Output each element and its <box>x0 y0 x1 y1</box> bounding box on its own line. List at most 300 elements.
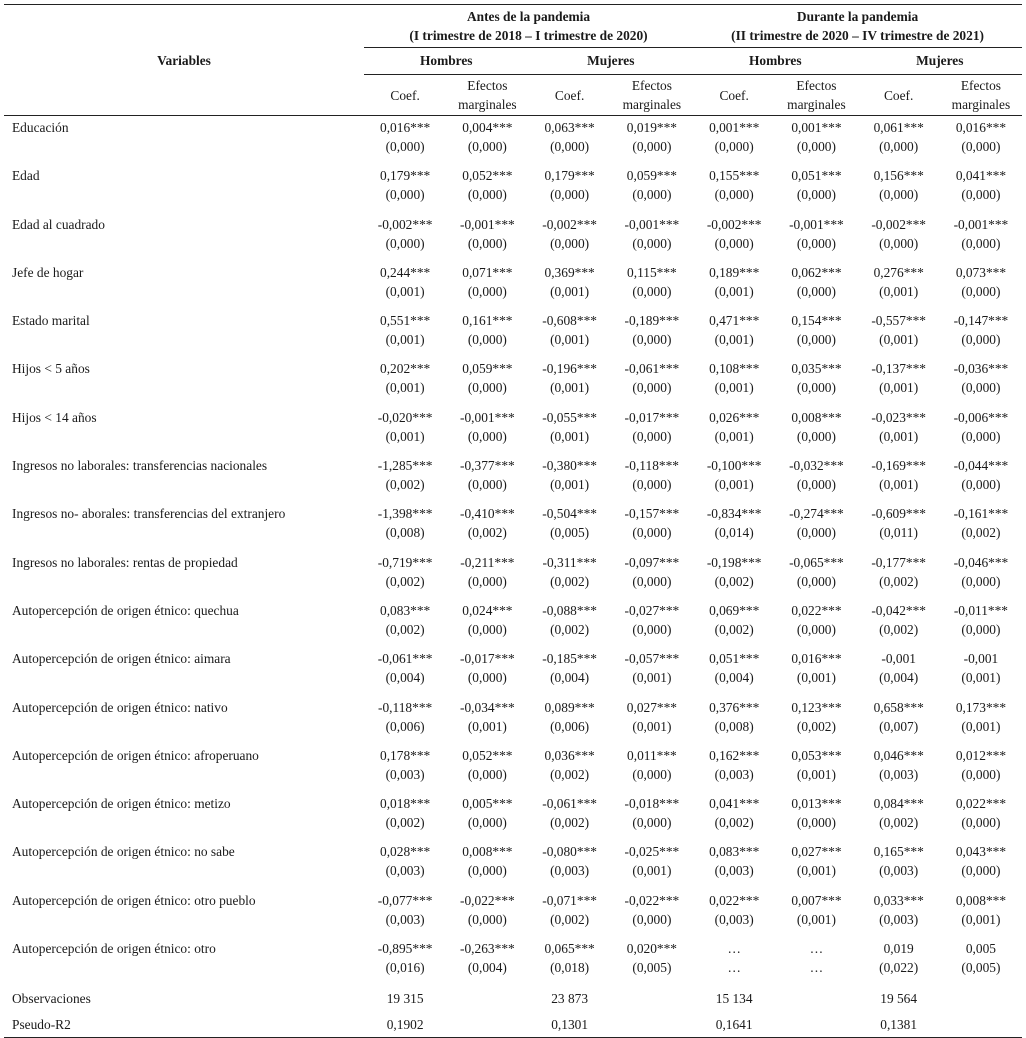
estimate-value: -0,263*** <box>460 941 515 957</box>
standard-error-value: (0,001) <box>385 332 425 348</box>
estimate-cell <box>858 647 940 695</box>
estimate-cell <box>611 792 693 840</box>
estimate-cell <box>940 164 1022 212</box>
estimate-cell <box>364 551 446 599</box>
estimate-value: -0,001*** <box>953 216 1009 232</box>
standard-error-value: (0,001) <box>632 863 672 879</box>
estimate-cell <box>364 889 446 937</box>
estimate-value: -0,011*** <box>953 602 1009 618</box>
standard-error-value: (0,001) <box>550 332 590 348</box>
estimate-cell <box>529 792 611 840</box>
estimate-value: -0,002*** <box>706 216 762 232</box>
standard-error-value: (0,002) <box>714 573 754 589</box>
estimate-value: 0,011*** <box>627 747 677 763</box>
estimate-cell <box>611 357 693 405</box>
estimate-value: 0,178*** <box>380 747 431 763</box>
standard-error-value: (0,005) <box>961 960 1001 976</box>
standard-error-value: (0,000) <box>796 428 836 444</box>
period-during-title: Durante la pandemia <box>796 9 919 24</box>
table-row <box>4 744 1022 792</box>
estimate-cell <box>364 744 446 792</box>
estimate-cell <box>858 792 940 840</box>
standard-error-value: (0,000) <box>961 380 1001 396</box>
estimate-cell <box>364 309 446 357</box>
estimate-value: 0,083*** <box>380 602 431 618</box>
stats-blank-cell <box>446 985 528 1011</box>
during-men-header: Hombres <box>693 48 858 75</box>
estimate-value: 0,028*** <box>380 844 431 860</box>
estimate-value: 0,071*** <box>462 264 513 280</box>
standard-error-value: (0,003) <box>714 766 754 782</box>
table-body <box>4 116 1022 1038</box>
standard-error-value: (0,018) <box>550 960 590 976</box>
standard-error-value: (0,002) <box>879 621 919 637</box>
standard-error-value: (0,002) <box>879 815 919 831</box>
estimate-value: -0,311*** <box>542 554 597 570</box>
estimate-value: -0,023*** <box>871 409 927 425</box>
estimate-value: 0,053*** <box>791 747 842 763</box>
estimate-value: -0,504*** <box>542 506 597 522</box>
estimate-cell <box>446 406 528 454</box>
standard-error-value: (0,000) <box>467 621 507 637</box>
standard-error-value: (0,001) <box>714 380 754 396</box>
estimate-cell <box>611 889 693 937</box>
estimate-cell <box>446 551 528 599</box>
estimate-value: -0,002*** <box>377 216 433 232</box>
estimate-cell <box>858 889 940 937</box>
regression-results-table <box>4 4 1022 1038</box>
before-women-header: Mujeres <box>529 48 694 75</box>
table-row <box>4 213 1022 261</box>
estimate-value: 0,019*** <box>626 120 677 135</box>
stats-row <box>4 1011 1022 1038</box>
marginal-effects-label-line1: Efectos <box>631 78 672 93</box>
standard-error-value: (0,000) <box>632 332 672 348</box>
estimate-cell <box>858 309 940 357</box>
estimate-cell <box>611 647 693 695</box>
standard-error-value: (0,000) <box>632 815 672 831</box>
estimate-cell <box>364 840 446 888</box>
estimate-value: 0,108*** <box>709 361 760 377</box>
estimate-cell <box>364 792 446 840</box>
standard-error-value: (0,000) <box>467 283 507 299</box>
standard-error-value: (0,001) <box>550 283 590 299</box>
estimate-value: 0,051*** <box>791 168 842 184</box>
estimate-value: -0,118*** <box>624 458 679 474</box>
estimate-value: -0,061*** <box>542 796 597 812</box>
estimate-value: 0,376*** <box>709 699 760 715</box>
standard-error-value: (0,000) <box>961 283 1001 299</box>
estimate-value: 0,089*** <box>544 699 595 715</box>
estimate-cell <box>693 502 775 550</box>
estimate-cell <box>940 840 1022 888</box>
estimate-cell <box>529 309 611 357</box>
estimate-cell <box>775 792 857 840</box>
estimate-value: 0,001*** <box>791 120 842 135</box>
estimate-cell <box>940 454 1022 502</box>
standard-error-value: (0,002) <box>961 525 1001 541</box>
estimate-cell <box>693 840 775 888</box>
estimate-value: 0,036*** <box>544 747 595 763</box>
estimate-value: -0,022*** <box>460 892 515 908</box>
standard-error-value: (0,000) <box>632 573 672 589</box>
estimate-value: -0,380*** <box>542 458 597 474</box>
estimate-value: 0,043*** <box>955 844 1007 860</box>
estimate-cell <box>858 116 940 165</box>
standard-error-value: (0,000) <box>879 139 919 154</box>
estimate-cell <box>940 261 1022 309</box>
standard-error-value: (0,003) <box>714 911 754 927</box>
standard-error-value: (0,003) <box>385 863 425 879</box>
variable-label: Edad al cuadrado <box>12 216 105 232</box>
estimate-cell <box>611 116 693 165</box>
estimate-value: -0,006*** <box>953 409 1009 425</box>
estimate-value: 0,551*** <box>380 313 431 329</box>
estimate-value: 0,173*** <box>955 699 1007 715</box>
standard-error-value: (0,005) <box>632 960 672 976</box>
table-row <box>4 647 1022 695</box>
estimate-value: -0,001 <box>963 651 999 667</box>
standard-error-value: (0,014) <box>714 525 754 541</box>
standard-error-value: (0,000) <box>467 332 507 348</box>
estimate-cell <box>940 792 1022 840</box>
estimate-cell <box>611 551 693 599</box>
estimate-cell <box>529 502 611 550</box>
estimate-value: -0,020*** <box>377 409 433 425</box>
estimate-cell <box>611 696 693 744</box>
variable-label: Autopercepción de origen étnico: metizo <box>12 796 231 812</box>
standard-error-value: (0,001) <box>385 380 425 396</box>
estimate-value: 0,033*** <box>873 892 924 908</box>
standard-error-value: (0,000) <box>796 139 836 154</box>
estimate-cell <box>858 406 940 454</box>
variable-label: Autopercepción de origen étnico: otro pueblo <box>12 892 256 908</box>
standard-error-value: (0,000) <box>550 187 590 203</box>
estimate-value: -0,609*** <box>871 506 927 522</box>
estimate-value: 0,013*** <box>791 796 842 812</box>
standard-error-value: (0,001) <box>550 380 590 396</box>
estimate-cell <box>446 116 528 165</box>
estimate-cell <box>775 357 857 405</box>
standard-error-value: (0,004) <box>467 960 507 976</box>
estimate-value: -0,185*** <box>542 651 597 667</box>
estimate-cell <box>364 406 446 454</box>
estimate-value: -0,001*** <box>789 216 844 232</box>
during-women-header: Mujeres <box>858 48 1023 75</box>
standard-error-value: (0,000) <box>467 911 507 927</box>
estimate-cell <box>364 116 446 165</box>
estimate-cell <box>858 164 940 212</box>
standard-error-value: (0,000) <box>796 380 836 396</box>
estimate-cell <box>858 213 940 261</box>
standard-error-value: (0,000) <box>961 235 1001 251</box>
estimate-cell <box>529 889 611 937</box>
standard-error-value: (0,001) <box>879 477 919 493</box>
estimate-value: 0,022*** <box>791 602 842 618</box>
estimate-cell <box>611 261 693 309</box>
standard-error-value: (0,008) <box>714 718 754 734</box>
estimate-cell <box>858 261 940 309</box>
estimate-cell <box>693 213 775 261</box>
estimate-value: -0,046*** <box>953 554 1009 570</box>
standard-error-value: (0,000) <box>961 766 1001 782</box>
variable-label: Autopercepción de origen étnico: no sabe <box>12 844 235 860</box>
standard-error-value: (0,003) <box>879 766 919 782</box>
standard-error-value: (0,003) <box>550 863 590 879</box>
estimate-cell <box>446 502 528 550</box>
estimate-value: 0,041*** <box>709 796 760 812</box>
estimate-value: 0,020*** <box>626 941 677 957</box>
estimate-value: 0,008*** <box>462 844 513 860</box>
estimate-cell <box>364 261 446 309</box>
standard-error-value: (0,000) <box>632 380 672 396</box>
table-row <box>4 502 1022 550</box>
standard-error-value: (0,000) <box>632 283 672 299</box>
estimate-cell <box>940 213 1022 261</box>
coef-column-header: Coef. <box>693 75 775 116</box>
estimate-value: -0,017*** <box>624 409 680 425</box>
estimate-cell <box>364 647 446 695</box>
marginal-effects-label-line2: marginales <box>787 97 846 112</box>
estimate-cell <box>858 840 940 888</box>
estimate-cell <box>364 937 446 985</box>
estimate-cell <box>858 502 940 550</box>
variable-label: Hijos < 14 años <box>12 409 97 425</box>
estimate-cell <box>693 889 775 937</box>
estimate-cell <box>940 937 1022 985</box>
period-before-title: Antes de la pandemia <box>466 9 591 24</box>
standard-error-value: (0,001) <box>714 477 754 493</box>
standard-error-value: (0,000) <box>796 332 836 348</box>
standard-error-value: (0,001) <box>796 911 836 927</box>
estimate-cell <box>775 454 857 502</box>
estimate-value: 0,062*** <box>791 264 842 280</box>
estimate-cell <box>611 454 693 502</box>
estimate-cell <box>775 551 857 599</box>
estimate-value: 0,008*** <box>791 409 842 425</box>
estimate-value: -0,002*** <box>871 216 927 232</box>
estimate-value: -0,147*** <box>953 313 1009 329</box>
estimate-cell <box>529 696 611 744</box>
estimate-value: -0,719*** <box>377 554 433 570</box>
variable-label: Autopercepción de origen étnico: quechua <box>12 602 239 618</box>
estimate-cell <box>611 406 693 454</box>
standard-error-value: (0,000) <box>961 477 1001 493</box>
estimate-cell <box>446 696 528 744</box>
table-row <box>4 599 1022 647</box>
standard-error-value: (0,000) <box>879 187 919 203</box>
estimate-value: 0,156*** <box>873 168 924 184</box>
variable-label: Ingresos no laborales: transferencias nacionales <box>12 458 268 474</box>
standard-error-value: (0,000) <box>467 187 507 203</box>
standard-error-value: (0,001) <box>714 283 754 299</box>
stats-blank-cell <box>446 1011 528 1038</box>
estimate-cell <box>858 357 940 405</box>
estimate-cell <box>693 551 775 599</box>
standard-error-value: (0,000) <box>961 621 1001 637</box>
table-row <box>4 454 1022 502</box>
estimate-value: 0,005 <box>965 941 996 957</box>
period-before-header <box>364 5 693 48</box>
estimate-value: 0,008*** <box>955 892 1007 908</box>
estimate-cell <box>858 454 940 502</box>
estimate-cell <box>693 116 775 165</box>
estimate-cell <box>693 164 775 212</box>
estimate-value: 0,276*** <box>873 264 924 280</box>
estimate-cell <box>529 357 611 405</box>
estimate-value: 0,165*** <box>873 844 924 860</box>
estimate-value: 0,027*** <box>791 844 842 860</box>
variable-label: Hijos < 5 años <box>12 361 90 377</box>
period-before-range: (I trimestre de 2018 – I trimestre de 2020) <box>409 28 648 43</box>
estimate-value: -0,001*** <box>460 409 515 425</box>
estimate-value: 0,084*** <box>873 796 924 812</box>
table-row <box>4 309 1022 357</box>
standard-error-value: (0,002) <box>796 718 836 734</box>
estimate-cell <box>446 599 528 647</box>
estimate-value: 0,202*** <box>380 361 431 377</box>
estimate-cell <box>529 164 611 212</box>
stats-blank-cell <box>775 1011 857 1038</box>
estimate-value: -0,077*** <box>377 892 433 908</box>
estimate-cell <box>446 744 528 792</box>
estimate-value: 0,007*** <box>791 892 842 908</box>
coef-column-header: Coef. <box>364 75 446 116</box>
standard-error-value: (0,002) <box>550 911 590 927</box>
table-row <box>4 261 1022 309</box>
estimate-cell <box>446 840 528 888</box>
estimate-value: 0,179*** <box>544 168 595 184</box>
standard-error-value: (0,000) <box>796 525 836 541</box>
estimate-value: 0,016*** <box>955 120 1007 135</box>
stats-blank-cell <box>611 1011 693 1038</box>
standard-error-value: (0,000) <box>632 525 672 541</box>
estimate-value: -0,057*** <box>624 651 680 667</box>
estimate-cell <box>611 840 693 888</box>
estimate-cell <box>775 164 857 212</box>
estimate-value: … <box>727 941 741 957</box>
standard-error-value: (0,001) <box>796 670 836 686</box>
standard-error-value: (0,008) <box>385 525 425 541</box>
standard-error-value: (0,000) <box>796 235 836 251</box>
estimate-cell <box>446 647 528 695</box>
estimate-cell <box>446 792 528 840</box>
marginal-effects-label-line2: marginales <box>622 97 682 112</box>
estimate-cell <box>611 599 693 647</box>
stats-blank-cell <box>940 985 1022 1011</box>
estimate-cell <box>775 116 857 165</box>
estimate-value: -0,065*** <box>789 554 844 570</box>
standard-error-value: (0,000) <box>714 139 754 154</box>
variable-label: Autopercepción de origen étnico: aimara <box>12 651 231 667</box>
stats-value: 23 873 <box>551 990 589 1006</box>
standard-error-value: (0,000) <box>467 139 507 154</box>
standard-error-value: (0,016) <box>385 960 425 976</box>
standard-error-value: (0,001) <box>632 718 672 734</box>
standard-error-value: (0,000) <box>961 573 1001 589</box>
estimate-cell <box>364 502 446 550</box>
variable-label: Ingresos no laborales: rentas de propiedad <box>12 554 238 570</box>
estimate-cell <box>529 454 611 502</box>
estimate-value: -0,017*** <box>460 651 515 667</box>
estimate-cell <box>693 309 775 357</box>
estimate-cell <box>775 309 857 357</box>
estimate-value: 0,022*** <box>709 892 760 908</box>
estimate-cell <box>693 744 775 792</box>
period-during-range: (II trimestre de 2020 – IV trimestre de 2021) <box>731 28 984 43</box>
estimate-value: -0,022*** <box>624 892 680 908</box>
estimate-cell <box>446 213 528 261</box>
stats-blank-cell <box>611 985 693 1011</box>
standard-error-value: (0,022) <box>879 960 919 976</box>
standard-error-value: (0,000) <box>961 863 1001 879</box>
estimate-cell <box>364 454 446 502</box>
estimate-value: 0,369*** <box>544 264 595 280</box>
standard-error-value: (0,000) <box>467 477 507 493</box>
standard-error-value: (0,002) <box>385 477 425 493</box>
standard-error-value: (0,000) <box>796 283 836 299</box>
standard-error-value: (0,003) <box>879 911 919 927</box>
standard-error-value: (0,003) <box>385 766 425 782</box>
estimate-value: -0,161*** <box>953 506 1009 522</box>
standard-error-value: (0,001) <box>879 380 919 396</box>
estimate-cell <box>940 696 1022 744</box>
estimate-value: -1,398*** <box>377 506 433 522</box>
estimate-cell <box>858 696 940 744</box>
standard-error-value: (0,000) <box>632 621 672 637</box>
standard-error-value: (0,000) <box>632 428 672 444</box>
estimate-value: 0,179*** <box>380 168 431 184</box>
estimate-value: -0,044*** <box>953 458 1009 474</box>
standard-error-value: (0,000) <box>467 380 507 396</box>
estimate-cell <box>364 696 446 744</box>
estimate-cell <box>529 937 611 985</box>
standard-error-value: (0,006) <box>550 718 590 734</box>
table-row <box>4 696 1022 744</box>
estimate-cell <box>940 357 1022 405</box>
standard-error-value: (0,004) <box>385 670 425 686</box>
standard-error-value: (0,001) <box>879 428 919 444</box>
standard-error-value: (0,000) <box>550 235 590 251</box>
variable-label: Autopercepción de origen étnico: otro <box>12 941 216 957</box>
estimate-value: -0,055*** <box>542 409 597 425</box>
estimate-cell <box>611 213 693 261</box>
standard-error-value: (0,002) <box>550 573 590 589</box>
estimate-cell <box>775 647 857 695</box>
stats-value: 0,1381 <box>858 1011 940 1038</box>
variable-label: Ingresos no- aborales: transferencias del extranjero <box>12 506 286 522</box>
before-men-header: Hombres <box>364 48 529 75</box>
estimate-value: -0,834*** <box>706 506 762 522</box>
standard-error-value: (0,006) <box>385 718 425 734</box>
estimate-cell <box>858 937 940 985</box>
estimate-cell <box>775 502 857 550</box>
standard-error-value: … <box>809 960 824 976</box>
standard-error-value: (0,000) <box>550 139 590 154</box>
estimate-cell <box>775 696 857 744</box>
estimate-cell <box>611 744 693 792</box>
estimate-cell <box>446 309 528 357</box>
standard-error-value: (0,001) <box>714 428 754 444</box>
variable-label: Jefe de hogar <box>12 264 84 280</box>
standard-error-value: (0,000) <box>961 332 1001 348</box>
estimate-cell <box>775 261 857 309</box>
standard-error-value: (0,002) <box>467 525 507 541</box>
estimate-cell <box>940 744 1022 792</box>
estimate-cell <box>693 406 775 454</box>
standard-error-value: (0,000) <box>714 235 754 251</box>
estimate-value: 0,012*** <box>955 747 1007 763</box>
